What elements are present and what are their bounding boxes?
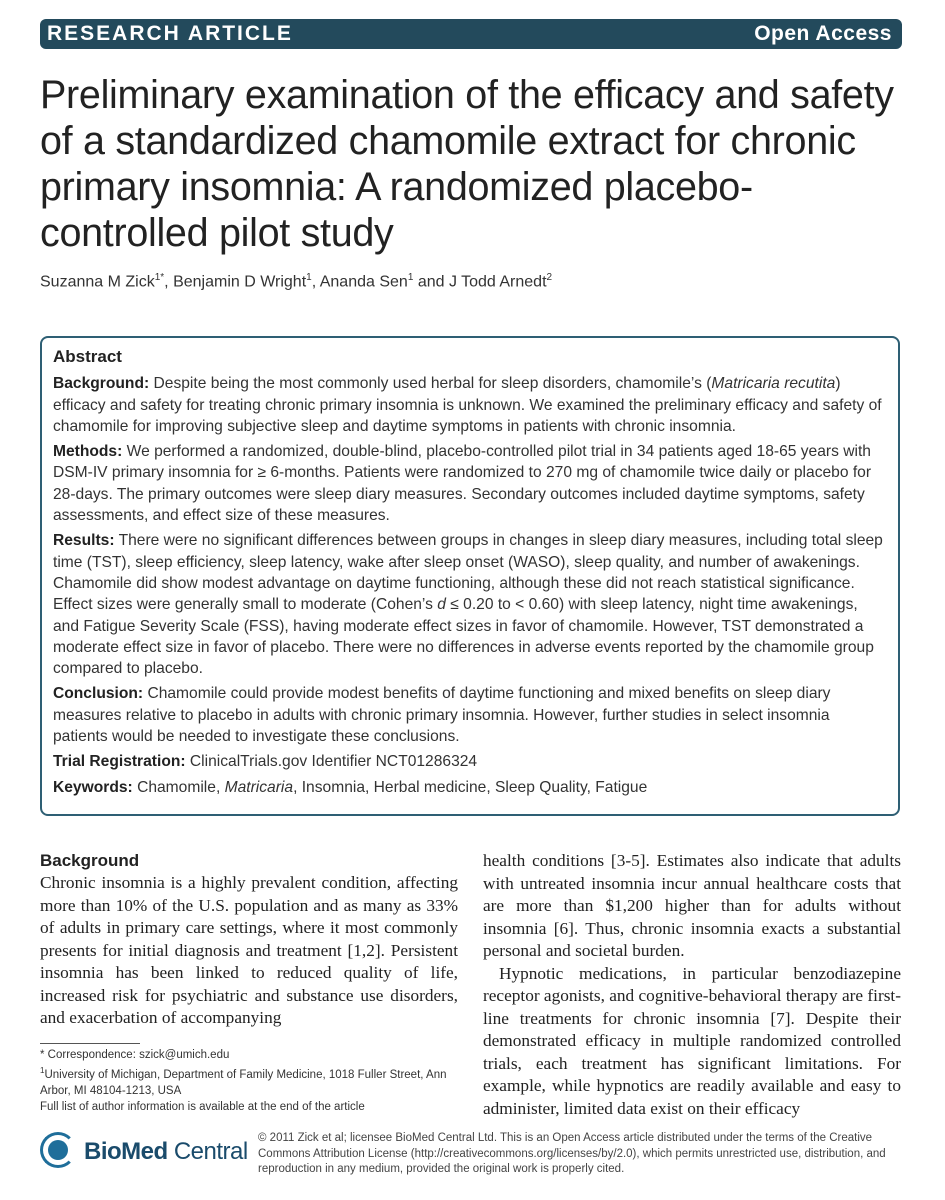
author-affiliation-mark: 2	[546, 272, 553, 283]
section-label: Trial Registration:	[53, 753, 186, 771]
author-name[interactable]: Suzanna M Zick	[40, 273, 155, 291]
author-separator: ,	[311, 273, 320, 291]
keyword-italic: Matricaria	[224, 778, 294, 796]
abstract-conclusion	[53, 683, 888, 747]
body-paragraph: Chronic insomnia is a highly prevalent condition, affecting more than 10% of the U.S. population and as many as 33% of adults in primary care settings, where it most commonly presents for initial diagnosis and treatment [1,2]. Persistent insomnia has been linked to reduced quality of life, increased risk for psychiatric and substance use disorders, and exacerbation of accompanying	[40, 873, 458, 1027]
abstract-keywords	[53, 777, 888, 798]
logo-rest-text: Central	[167, 1138, 248, 1165]
section-text: There were no significant differences between groups in changes in sleep diary measures, including total sleep time (TST), sleep efficiency, sleep latency, wake after sleep onset (WASO), sleep quality, and number of awakenings. Chamomile did show modest advantage on daytime functioning, although these did not reach statistical significance. Effect sizes were generally small to moderate (Cohen’s	[53, 532, 883, 614]
section-label: Methods:	[53, 443, 123, 461]
abstract-results	[53, 530, 888, 679]
body-paragraph: health conditions [3-5]. Estimates also indicate that adults with untreated insomnia incur annual healthcare costs that are more than $1,200 higher than for adults without insomnia [6]. Thus, chronic insomnia exacts a substantial personal and societal burden.	[483, 851, 901, 960]
section-text: ) efficacy and safety for treating chronic primary insomnia is unknown. We examined the preliminary efficacy and safety of chamomile for improving subjective sleep and daytime symptoms in patients with chronic insomnia.	[53, 375, 882, 435]
open-access-label: Open Access	[754, 22, 892, 45]
affiliation-text: University of Michigan, Department of Family Medicine, 1018 Fuller Street, Ann Arbor, MI 48104-1213, USA	[40, 1068, 447, 1097]
abstract-box	[40, 336, 900, 816]
abstract-background	[53, 373, 888, 437]
logo-dot-icon	[48, 1140, 68, 1160]
logo-bold-text: BioMed	[84, 1138, 168, 1165]
body-paragraph: Hypnotic medications, in particular benzodiazepine receptor agonists, and cognitive-behavioral therapy are first-line treatments for chronic insomnia [7]. Despite their demonstrated efficacy in multiple randomized controlled trials, each treatment has significant limitations. For example, while hypnotics are readily available and easy to administer, limited data exist on their efficacy	[483, 963, 901, 1118]
footnotes	[40, 1047, 460, 1115]
affiliation-mark: 1	[40, 1066, 45, 1075]
author-name[interactable]: Benjamin D Wright	[173, 273, 307, 291]
footnote-divider	[40, 1043, 140, 1044]
author-name[interactable]: Ananda Sen	[319, 273, 408, 291]
article-type-banner	[40, 19, 902, 49]
author-affiliation-mark: 1	[407, 272, 414, 283]
author-affiliation-mark: 1*	[154, 272, 165, 283]
species-name: Matricaria recutita	[711, 375, 836, 393]
correspondence-note[interactable]: * Correspondence: szick@umich.edu	[40, 1049, 230, 1061]
section-text: ClinicalTrials.gov Identifier NCT01286324	[189, 753, 478, 771]
section-text: , Insomnia, Herbal medicine, Sleep Quality, Fatigue	[293, 778, 648, 796]
author-list	[40, 272, 552, 291]
body-column-right	[483, 850, 901, 1120]
abstract-heading: Abstract	[53, 347, 122, 366]
article-title: Preliminary examination of the efficacy and safety of a standardized chamomile extract for chronic primary insomnia: A randomized placebo-controlled pilot study	[40, 73, 894, 255]
body-column-left	[40, 850, 458, 1030]
author-name[interactable]: J Todd Arnedt	[448, 273, 547, 291]
affiliation-note	[40, 1063, 460, 1099]
research-article-label: RESEARCH ARTICLE	[47, 22, 293, 45]
section-label: Background:	[53, 375, 150, 393]
section-text: We performed a randomized, double-blind, placebo-controlled pilot trial in 34 patients aged 18-65 years with DSM-IV primary insomnia for ≥ 6-months. Patients were randomized to 270 mg of chamomile twice daily or placebo for 28-days. The primary outcomes were sleep diary measures. Secondary outcomes included daytime symptoms, safety assessments, and effect size of these measures.	[53, 443, 872, 525]
author-affiliation-mark: 1	[306, 272, 312, 283]
section-text: Chamomile,	[137, 778, 225, 796]
section-label: Results:	[53, 532, 115, 550]
section-text: Chamomile could provide modest benefits of daytime functioning and mixed benefits on sleep diary measures relative to placebo in adults with chronic primary insomnia. However, further studies in select insomnia patients would be needed to investigate these conclusions.	[53, 685, 831, 746]
section-text: Despite being the most commonly used herbal for sleep disorders, chamomile’s (	[153, 375, 712, 393]
author-separator: and	[413, 273, 449, 291]
biomed-central-logo[interactable]	[40, 1132, 260, 1172]
section-label: Keywords:	[53, 778, 133, 796]
section-text: ≤ 0.20 to < 0.60) with sleep latency, night time awakenings, and Fatigue Severity Scale (FSS), having moderate effect sizes in favor of chamomile. However, TST demonstrated a moderate effect size in favor of placebo. There were no differences in adverse events reported by the chamomile group compared to placebo.	[53, 596, 874, 678]
statistic-symbol: d	[437, 596, 446, 614]
abstract-trial-registration	[53, 751, 888, 772]
author-info-note: Full list of author information is available at the end of the article	[40, 1100, 365, 1113]
section-label: Conclusion:	[53, 685, 144, 703]
logo-text	[84, 1138, 248, 1166]
author-separator: ,	[164, 273, 174, 291]
abstract-methods	[53, 441, 888, 526]
license-statement: © 2011 Zick et al; licensee BioMed Central Ltd. This is an Open Access article distributed under the terms of the Creative Commons Attribution License (http://creativecommons.org/licenses/by/2.0), which permits unrestricted use, distribution, and reproduction in any medium, provided the original work is properly cited.	[258, 1132, 886, 1175]
section-heading: Background	[40, 851, 140, 870]
